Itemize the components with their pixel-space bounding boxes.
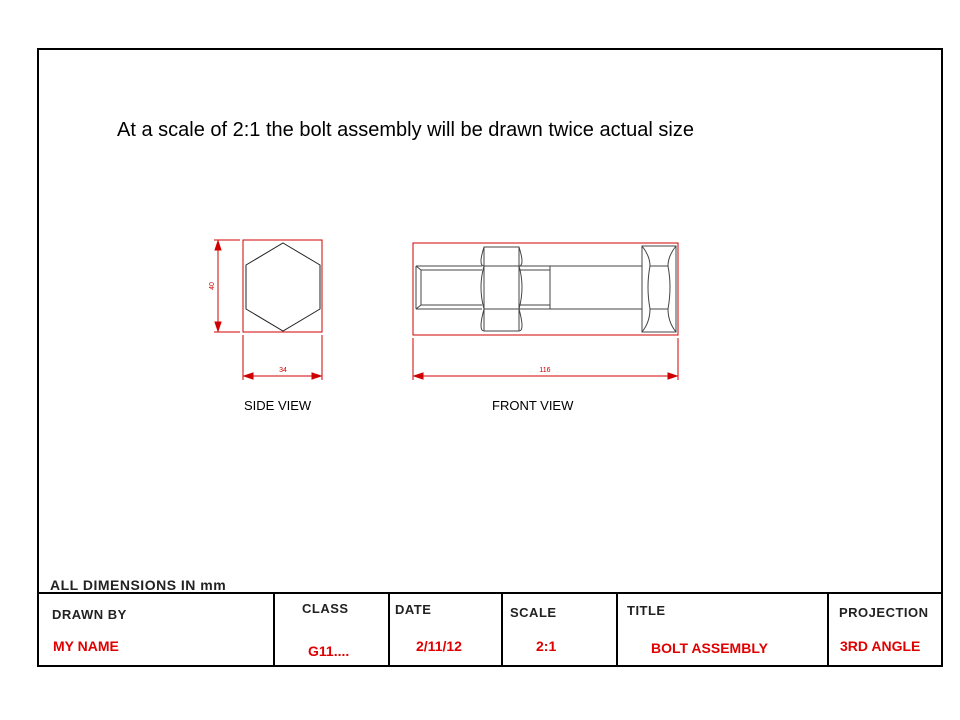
projection-value: 3RD ANGLE xyxy=(840,638,921,654)
drawn-by-label: DRAWN BY xyxy=(52,607,127,622)
date-value: 2/11/12 xyxy=(416,638,462,654)
bolt-head xyxy=(642,246,676,332)
class-value: G11.... xyxy=(308,643,350,659)
side-view-outline xyxy=(243,240,322,332)
side-view-label: SIDE VIEW xyxy=(244,398,312,413)
front-length-label: 116 xyxy=(539,367,551,374)
class-label: CLASS xyxy=(302,601,349,616)
front-view-drawing xyxy=(413,243,678,335)
drawn-by-value: MY NAME xyxy=(53,638,119,654)
date-label: DATE xyxy=(395,602,432,617)
all-dimensions-note: ALL DIMENSIONS IN mm xyxy=(50,577,227,593)
title-value: BOLT ASSEMBLY xyxy=(651,640,768,656)
scale-value: 2:1 xyxy=(536,638,557,654)
scale-label: SCALE xyxy=(510,605,557,620)
front-view-label: FRONT VIEW xyxy=(492,398,574,413)
side-width-label: 34 xyxy=(279,367,287,374)
hexagon-head xyxy=(246,243,320,331)
projection-label: PROJECTION xyxy=(839,605,929,620)
title-label: TITLE xyxy=(627,603,666,618)
side-height-dimension xyxy=(214,240,240,332)
nut xyxy=(481,247,522,331)
page-heading: At a scale of 2:1 the bolt assembly will be drawn twice actual size xyxy=(117,119,694,141)
front-view-outline xyxy=(413,243,678,335)
side-height-label: 40 xyxy=(209,282,216,290)
threaded-shank xyxy=(416,266,642,309)
side-view-drawing xyxy=(243,240,322,332)
